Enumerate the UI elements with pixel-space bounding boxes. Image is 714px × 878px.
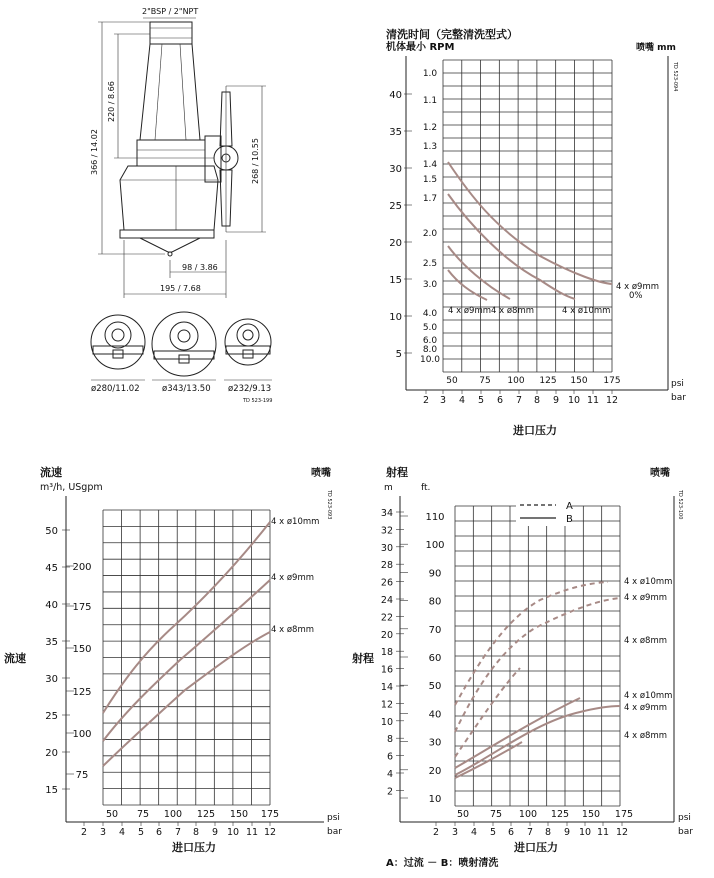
cleaning-inner-tick: 4.0	[422, 309, 438, 319]
cleaning-bar-tick: 11	[586, 395, 600, 406]
throw-ft-tick: 50	[428, 681, 442, 693]
throw-m-tick: 20	[380, 629, 393, 641]
throw-ft-tick: 40	[428, 709, 442, 721]
cleaning-curve-3	[448, 246, 510, 299]
legend-a-label: A	[566, 501, 573, 512]
view-1	[91, 315, 145, 394]
flow-psi-tick: 75	[136, 809, 150, 820]
throw-xlabel: 进口压力	[514, 841, 558, 854]
cleaning-bar-tick: 5	[477, 395, 485, 406]
view-2	[152, 312, 216, 394]
cleaning-xlabel: 进口压力	[513, 424, 557, 437]
cleaning-label-9mm-right: 4 x ø9mm	[616, 282, 660, 292]
flow-m3-tick: 50	[45, 526, 58, 537]
throw-m-tick: 22	[380, 612, 393, 624]
throw-m-tick: 2	[386, 786, 393, 798]
view-2-label: ø343/13.50	[162, 384, 211, 394]
throw-label-b-10mm: 4 x ø10mm	[624, 691, 673, 701]
flow-bar-tick: 4	[118, 827, 126, 838]
flow-units: m³/h, USgpm	[40, 482, 103, 493]
flow-gpm-tick: 175	[72, 602, 92, 613]
cleaning-inner-tick: 5.0	[422, 323, 438, 333]
cleaning-psi-tick: 125	[539, 376, 557, 386]
flow-gpm-tick: 200	[72, 562, 92, 573]
throw-title: 射程	[386, 466, 408, 479]
cleaning-inner-tick: 1.2	[422, 123, 438, 133]
flow-gpm-tick: 100	[72, 729, 92, 740]
cleaning-inner-tick: 1.3	[422, 142, 438, 152]
throw-m-tick: 32	[380, 525, 393, 537]
throw-bar-tick: 4	[470, 827, 478, 838]
throw-psi-unit: psi	[678, 813, 691, 823]
cleaning-psi-tick: 75	[479, 376, 491, 386]
cleaning-inner-tick: 1.1	[422, 96, 438, 106]
cleaning-label-0pct: 0%	[629, 291, 643, 301]
flow-bar-tick: 3	[99, 827, 107, 838]
dim-98-label: 98 / 3.86	[182, 263, 218, 272]
cleaning-psi-tick: 150	[570, 376, 588, 386]
view-3-label: ø232/9.13	[228, 384, 272, 394]
throw-side-label: 射程	[352, 652, 374, 665]
cleaning-title: 清洗时间（完整清洗型式）	[386, 28, 518, 41]
flow-chart	[4, 465, 342, 854]
cleaning-curve-1	[448, 162, 612, 284]
throw-psi-tick: 175	[614, 809, 634, 820]
cleaning-inner-tick: 2.5	[422, 259, 438, 269]
throw-bar-tick: 8	[544, 827, 552, 838]
throw-bar-tick: 2	[432, 827, 440, 838]
cleaning-inner-tick: 1.0	[422, 69, 438, 79]
flow-nozzle-label: 喷嘴	[311, 468, 331, 479]
throw-ft-tick: 20	[428, 765, 442, 777]
throw-m-tick: 6	[386, 751, 393, 763]
drawing-code: TD 523-199	[243, 398, 273, 404]
cleaning-label-8mm: 4 x ø8mm	[491, 306, 535, 316]
flow-psi-tick: 50	[105, 809, 119, 820]
flow-title: 流速	[40, 466, 62, 479]
flow-m3-tick: 15	[45, 785, 58, 796]
cleaning-left-tick: 10	[389, 312, 402, 323]
view-1-label: ø280/11.02	[91, 384, 140, 394]
throw-label-a-10mm: 4 x ø10mm	[624, 577, 673, 587]
throw-m-tick: 16	[380, 664, 393, 676]
throw-chart	[352, 465, 693, 869]
flow-label-9mm: 4 x ø9mm	[271, 573, 315, 583]
throw-ft-unit: ft.	[421, 483, 431, 493]
flow-bar-tick: 8	[192, 827, 200, 838]
cleaning-inner-tick: 10.0	[419, 355, 441, 365]
flow-label-10mm: 4 x ø10mm	[271, 517, 320, 527]
cleaning-left-tick: 40	[389, 90, 402, 101]
throw-a-10mm	[455, 582, 608, 705]
technical-drawing	[90, 7, 272, 404]
throw-label-b-9mm: 4 x ø9mm	[624, 703, 668, 713]
cleaning-subtitle: 机体最小 RPM	[386, 42, 455, 53]
flow-bar-unit: bar	[327, 827, 342, 837]
throw-ft-tick: 100	[425, 540, 445, 552]
cleaning-inner-tick: 6.0	[422, 336, 438, 346]
throw-label-a-9mm: 4 x ø9mm	[624, 593, 668, 603]
throw-nozzle-label: 喷嘴	[650, 468, 670, 479]
cleaning-psi-unit: psi	[671, 379, 684, 389]
flow-m3-tick: 25	[45, 711, 58, 722]
throw-m-tick: 12	[380, 699, 393, 711]
throw-label-b-8mm: 4 x ø8mm	[624, 731, 668, 741]
cleaning-bar-tick: 12	[605, 395, 619, 406]
cleaning-left-tick: 5	[395, 349, 402, 360]
flow-psi-tick: 100	[163, 809, 183, 820]
throw-footnote: A：过流 － B：喷射清洗	[386, 858, 499, 869]
throw-m-tick: 8	[386, 734, 393, 746]
flow-bar-tick: 12	[263, 827, 277, 838]
cleaning-inner-tick: 8.0	[422, 345, 438, 355]
cleaning-inner-tick: 2.0	[422, 229, 438, 239]
cleaning-bar-tick: 6	[496, 395, 504, 406]
throw-m-unit: m	[384, 483, 393, 493]
cleaning-left-tick: 30	[389, 164, 402, 175]
throw-psi-tick: 75	[489, 809, 503, 820]
throw-bar-tick: 7	[526, 827, 534, 838]
flow-m3-tick: 30	[45, 674, 58, 685]
cleaning-left-tick: 35	[389, 127, 402, 138]
cleaning-bar-unit: bar	[671, 393, 686, 403]
throw-ft-tick: 90	[428, 568, 442, 580]
throw-bar-tick: 5	[489, 827, 497, 838]
throw-m-tick: 30	[380, 542, 393, 554]
cleaning-psi-tick: 50	[446, 376, 458, 386]
top-dim-label: 2"BSP / 2"NPT	[142, 7, 199, 16]
cleaning-code: TD 523-094	[672, 62, 678, 92]
dim-195-label: 195 / 7.68	[160, 284, 201, 293]
flow-xlabel: 进口压力	[172, 841, 216, 854]
throw-ft-tick: 10	[428, 794, 442, 805]
flow-m3-tick: 35	[45, 637, 58, 648]
flow-curve-8mm	[103, 632, 270, 766]
flow-bar-tick: 11	[245, 827, 259, 838]
flow-m3-tick: 40	[45, 600, 58, 611]
cleaning-inner-tick: 1.7	[422, 194, 438, 204]
cleaning-bar-tick: 8	[533, 395, 541, 406]
flow-psi-tick: 150	[229, 809, 249, 820]
cleaning-bar-tick: 3	[439, 395, 447, 406]
throw-psi-tick: 125	[550, 809, 570, 820]
flow-gpm-tick: 75	[75, 770, 89, 781]
flow-bar-tick: 6	[155, 827, 163, 838]
cleaning-left-tick: 15	[389, 275, 402, 286]
throw-code: TD 523-100	[677, 490, 683, 520]
flow-label-8mm: 4 x ø8mm	[271, 625, 315, 635]
cleaning-nozzle-label: 喷嘴 mm	[636, 43, 676, 53]
throw-m-tick: 34	[380, 508, 393, 519]
flow-psi-unit: psi	[327, 813, 340, 823]
flow-bar-tick: 9	[211, 827, 219, 838]
throw-bar-tick: 10	[578, 827, 592, 838]
flow-gpm-tick: 125	[72, 687, 92, 698]
cleaning-inner-tick: 1.4	[422, 160, 438, 170]
cleaning-bar-tick: 4	[458, 395, 466, 406]
cleaning-left-tick: 25	[389, 201, 402, 212]
flow-code: TD 523-093	[326, 490, 332, 520]
throw-psi-tick: 50	[456, 809, 470, 820]
flow-side-label: 流速	[4, 652, 26, 665]
flow-psi-tick: 125	[196, 809, 216, 820]
throw-label-a-8mm: 4 x ø8mm	[624, 636, 668, 646]
flow-curve-10mm	[103, 522, 270, 713]
throw-ft-tick: 80	[428, 596, 442, 608]
throw-b-10mm	[455, 698, 580, 768]
dim-366-label: 366 / 14.02	[90, 129, 99, 175]
flow-psi-tick: 175	[260, 809, 280, 820]
dim-220-label: 220 / 8.66	[107, 81, 116, 122]
throw-m-tick: 10	[380, 716, 393, 728]
cleaning-psi-tick: 175	[603, 376, 621, 386]
throw-m-tick: 14	[380, 682, 393, 693]
throw-bar-tick: 12	[615, 827, 629, 838]
cleaning-time-chart	[386, 27, 686, 437]
view-3	[224, 319, 272, 394]
throw-m-tick: 24	[380, 595, 393, 606]
cleaning-inner-tick: 1.5	[422, 175, 438, 185]
flow-bar-tick: 7	[174, 827, 182, 838]
flow-m3-tick: 20	[45, 748, 58, 759]
throw-ft-tick: 60	[428, 653, 442, 664]
throw-ft-tick: 70	[428, 624, 442, 636]
cleaning-psi-tick: 100	[507, 376, 525, 386]
throw-ft-tick: 110	[425, 512, 445, 523]
throw-bar-tick: 3	[451, 827, 459, 838]
throw-bar-tick: 9	[563, 827, 571, 838]
throw-bar-tick: 6	[507, 827, 515, 838]
throw-psi-tick: 100	[518, 809, 538, 820]
flow-gpm-tick: 150	[72, 644, 92, 655]
cleaning-label-10mm: 4 x ø10mm	[562, 306, 611, 316]
throw-bar-unit: bar	[678, 827, 693, 837]
throw-ft-tick: 30	[428, 737, 442, 749]
cleaning-label-9mm: 4 x ø9mm	[448, 306, 492, 316]
flow-bar-tick: 10	[226, 827, 240, 838]
flow-m3-tick: 45	[45, 563, 58, 574]
cleaning-left-tick: 20	[389, 238, 402, 249]
throw-m-tick: 26	[380, 577, 393, 589]
cleaning-inner-tick: 3.0	[422, 280, 438, 290]
cleaning-bar-tick: 9	[552, 395, 560, 406]
flow-curve-9mm	[103, 580, 270, 741]
cleaning-bar-tick: 7	[515, 395, 523, 406]
cleaning-bar-tick: 2	[422, 395, 430, 406]
throw-m-tick: 18	[380, 647, 393, 659]
cleaning-curve-4	[448, 270, 487, 300]
throw-m-tick: 4	[386, 769, 393, 780]
dim-268-label: 268 / 10.55	[251, 138, 260, 184]
cleaning-bar-tick: 10	[567, 395, 581, 406]
flow-bar-tick: 2	[80, 827, 88, 838]
throw-bar-tick: 11	[596, 827, 610, 838]
legend-b-label: B	[566, 514, 573, 525]
throw-psi-tick: 150	[581, 809, 601, 820]
throw-m-tick: 28	[380, 560, 393, 572]
flow-bar-tick: 5	[137, 827, 145, 838]
